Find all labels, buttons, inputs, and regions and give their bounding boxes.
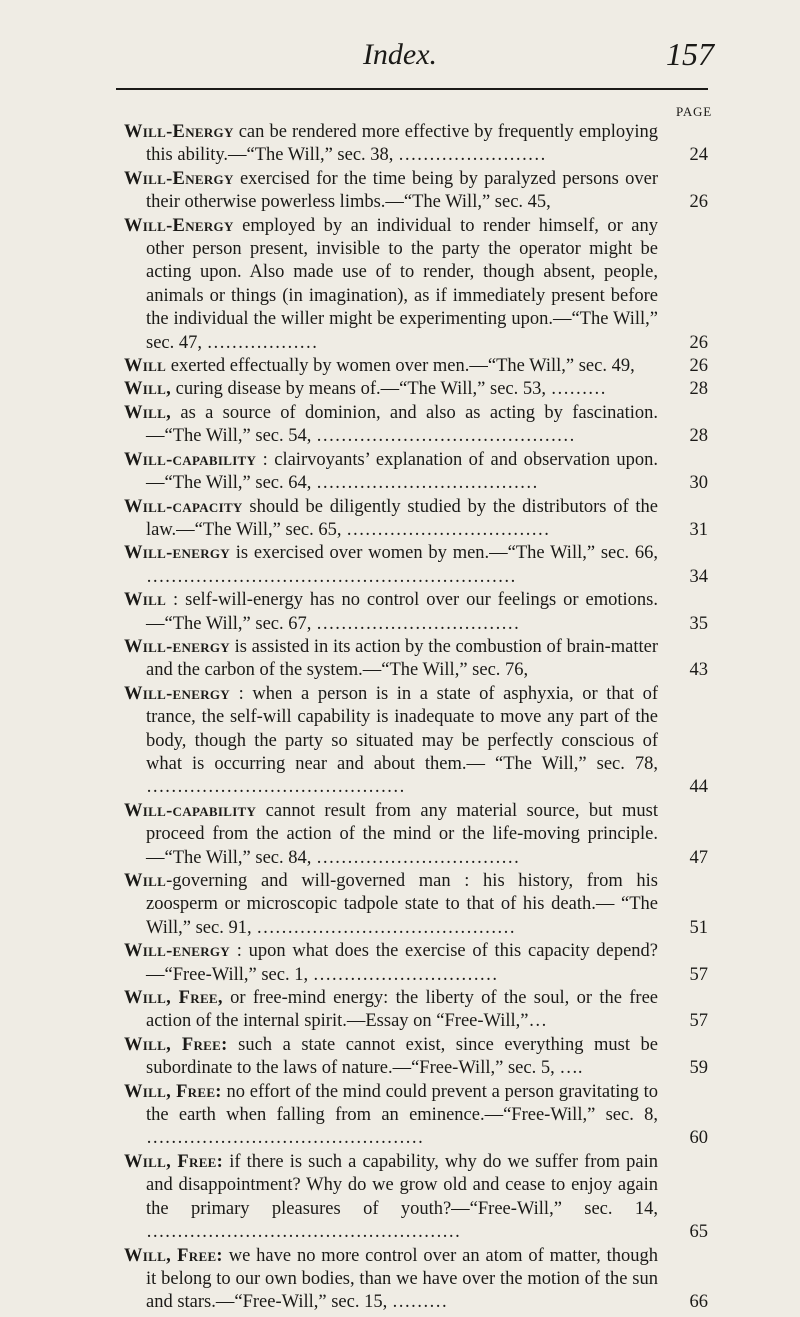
entry-text: or free-mind energy: the liberty of the soul, or the free action of the internal spirit.—Essay on “Free-Will,”… <box>146 988 659 1032</box>
entry-page: 24 <box>689 145 708 166</box>
entry-key: Will-Energy <box>124 168 234 189</box>
entry-key: Will, Free: <box>124 1034 228 1055</box>
entry-key: Will-energy <box>124 543 230 564</box>
index-entry <box>124 1151 708 1245</box>
entry-text: : self-will-energy has no control over our feelings or emotions.—“The Will,” sec. 67, …………………………… <box>146 590 658 634</box>
entry-text: is assisted in its action by the combustion of brain-matter and the carbon of the system.—“The Will,” sec. 76, <box>146 636 658 681</box>
index-entry <box>124 987 708 1034</box>
index-entry <box>124 800 708 870</box>
entry-key: Will-capability <box>124 449 257 470</box>
index-entry <box>124 1245 708 1315</box>
entry-text: should be diligently studied by the distributors of the law.—“The Will,” sec. 65, …………………………… <box>146 496 658 540</box>
entry-page: 59 <box>689 1058 708 1079</box>
entry-page: 26 <box>689 192 708 213</box>
entry-key: Will, Free: <box>124 1081 222 1102</box>
index-entry <box>124 1081 708 1151</box>
index-entry <box>124 683 708 800</box>
header-rule <box>116 88 708 90</box>
index-entry <box>124 121 708 168</box>
index-entry <box>124 168 708 215</box>
page-header <box>0 0 800 120</box>
page-title: Index. <box>362 38 438 71</box>
entry-page: 65 <box>689 1222 708 1243</box>
entry-page: 30 <box>689 473 708 494</box>
entry-page: 34 <box>689 566 708 587</box>
entry-text: : when a person is in a state of asphyxia, or that of trance, the self-will capability is inadequate to move any part of the body, though the party so situated may be perfectly conscious of what is occurring near and about them.— “The Will,” sec. 78, …………………………………… <box>146 683 658 798</box>
entry-key: Will-energy <box>124 636 230 657</box>
entry-page: 66 <box>689 1292 708 1313</box>
index-entry <box>124 496 708 543</box>
entry-page: 51 <box>689 917 708 938</box>
index-entry <box>124 402 708 449</box>
entry-text: no effort of the mind could prevent a person gravitating to the earth when falling from an eminence.—“Free-Will,” sec. 8, ……………………………………… <box>146 1081 658 1149</box>
index-entry <box>124 636 708 683</box>
entry-text: can be rendered more effective by frequently employing this ability.—“The Will,” sec. 38, …………………… <box>146 122 658 166</box>
index-entry <box>124 542 708 589</box>
entry-text: if there is such a capability, why do we suffer from pain and disappointment? Why do we grow old and cease to enjoy again the primary pleasures of youth?—“Free-Will,” sec. 14, …………………………………………… <box>146 1151 658 1243</box>
entry-page: 47 <box>689 847 708 868</box>
index-entry <box>124 449 708 496</box>
entry-text: cannot result from any material source, but must proceed from the action of the mind or the life-moving principle.—“The Will,” sec. 84, …………………………… <box>146 800 658 868</box>
entry-text: curing disease by means of.—“The Will,” sec. 53, ……… <box>171 379 607 400</box>
entry-page: 57 <box>689 1011 708 1032</box>
entry-text: -governing and will-governed man : his history, from his zoosperm or microscopic tadpole state to that of his death.— “The Will,” sec. 91, …………………………………… <box>146 871 658 938</box>
index-entry <box>124 215 708 355</box>
entry-page: 35 <box>689 613 708 634</box>
entry-key: Will <box>124 871 167 891</box>
entry-key: Will-capacity <box>124 496 243 517</box>
entry-page: 44 <box>689 777 708 798</box>
entry-text: as a source of dominion, and also as acting by fascination. —“The Will,” sec. 54, …………………………………… <box>146 402 658 447</box>
entry-page: 26 <box>689 332 708 353</box>
entry-key: Will <box>124 590 167 611</box>
entry-text: employed by an individual to render himself, or any other person present, invisible to the party the operator might be acting upon. Also made use of to render, though absent, people, animals or things (in imagination), as if immediately present before the individual the willer might be experimenting upon.—“The Will,” sec. 47, ……………… <box>146 215 658 353</box>
entry-page: 60 <box>689 1128 708 1149</box>
entry-text: exerted effectually by women over men.—“The Will,” sec. 49, <box>166 356 635 377</box>
entry-page: 31 <box>689 519 708 540</box>
entry-key: Will, Free, <box>124 988 223 1009</box>
entry-text: : clairvoyants’ explanation of and observation upon.—“The Will,” sec. 64, ……………………………… <box>146 449 658 494</box>
entry-key: Will-energy <box>124 683 230 704</box>
entry-page: 57 <box>689 964 708 985</box>
entry-key: Will-energy <box>124 941 230 962</box>
entry-page: 28 <box>689 426 708 447</box>
entry-page: 26 <box>689 356 708 377</box>
entry-key: Will <box>124 356 167 377</box>
entry-key: Will, <box>124 379 172 400</box>
entry-key: Will, Free: <box>124 1151 224 1172</box>
entry-page: 28 <box>689 379 708 400</box>
index-entry <box>124 940 708 987</box>
entry-text: exercised for the time being by paralyzed persons over their otherwise powerless limbs.—“The Will,” sec. 45, <box>146 168 658 213</box>
entry-key: Will-Energy <box>124 215 234 236</box>
entry-key: Will-capability <box>124 800 257 821</box>
entry-key: Will-Energy <box>124 122 234 142</box>
index-entry <box>124 1034 708 1081</box>
index-entry <box>124 355 708 378</box>
entry-key: Will, <box>124 402 172 423</box>
index-entries <box>124 121 708 1315</box>
index-entry <box>124 378 708 401</box>
entry-text: : upon what does the exercise of this capacity depend?—“Free-Will,” sec. 1, ………………………… <box>146 941 658 985</box>
entry-page: 43 <box>689 660 708 681</box>
index-entry <box>124 870 708 940</box>
page-column-label: PAGE <box>676 104 712 119</box>
entry-text: is exercised over women by men.—“The Will,” sec. 66, …………………………………………………… <box>146 543 658 587</box>
entry-text: we have no more control over an atom of matter, though it belong to our own bodies, than we have over the motion of the sun and stars.—“Free-Will,” sec. 15, ……… <box>146 1245 658 1313</box>
entry-key: Will, Free: <box>124 1245 223 1266</box>
page-number: 157 <box>666 36 714 72</box>
entry-text: such a state cannot exist, since everything must be subordinate to the laws of nature.—“Free-Will,” sec. 5, …. <box>146 1034 658 1079</box>
index-entry <box>124 589 708 636</box>
